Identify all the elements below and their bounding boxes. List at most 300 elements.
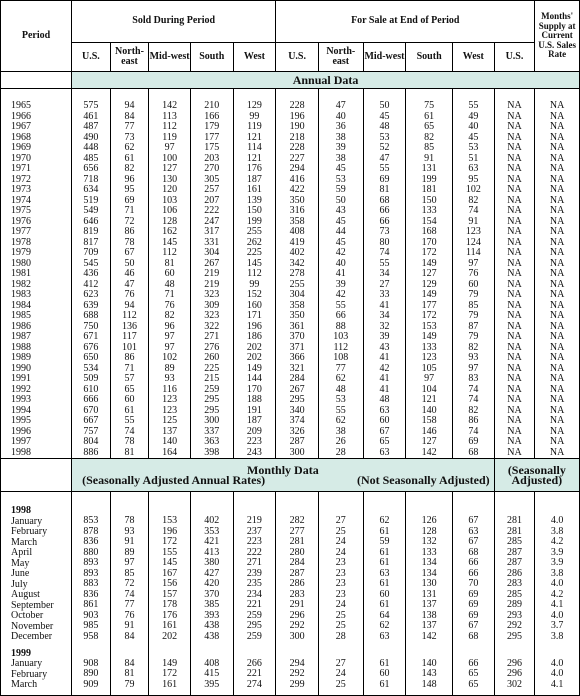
na-cell: NA (549, 236, 565, 248)
table-cell: 123 (162, 404, 178, 416)
table-cell: 158 (421, 415, 437, 426)
table-cell: 448 (83, 142, 99, 153)
table-cell: 88 (335, 320, 346, 332)
table-cell: 75 (424, 100, 435, 111)
table-cell: 46 (124, 268, 135, 279)
table-cell: 281 (506, 515, 522, 526)
table-cell: 42 (379, 362, 390, 374)
table-cell: 61 (379, 578, 390, 589)
table-cell: 215 (204, 373, 220, 384)
na-cell: NA (507, 341, 522, 353)
table-cell: 67 (379, 425, 390, 437)
table-cell: 123 (421, 352, 437, 363)
table-cell: 89 (164, 362, 175, 374)
table-cell: 436 (83, 268, 99, 279)
na-cell: NA (507, 320, 522, 332)
table-cell: 108 (333, 352, 349, 363)
table-cell: 485 (83, 152, 99, 164)
table-cell: 79 (124, 678, 135, 690)
table-cell: 292 (506, 620, 522, 631)
na-cell: NA (549, 383, 565, 395)
table-cell: 295 (506, 630, 522, 642)
table-cell: 287 (506, 557, 522, 568)
table-cell: 69 (124, 194, 135, 206)
table-cell: 305 (204, 173, 220, 185)
table-cell: 106 (162, 205, 178, 216)
table-cell: 66 (468, 567, 479, 579)
table-cell: 97 (164, 142, 175, 153)
table-cell: October (11, 610, 44, 621)
table-cell: 3.9 (550, 557, 564, 568)
table-cell: 59 (379, 536, 390, 547)
table-cell: 74 (468, 383, 479, 395)
table-cell: 79 (468, 331, 479, 342)
table-cell: 490 (83, 131, 99, 143)
na-cell: NA (507, 394, 522, 405)
table-cell: 257 (204, 184, 220, 195)
table-cell: 277 (289, 525, 305, 537)
table-cell: 23 (335, 588, 346, 600)
table-cell: March (11, 679, 38, 690)
table-cell: 60 (124, 394, 135, 405)
table-cell: 41 (379, 352, 390, 363)
na-cell: NA (507, 268, 522, 279)
table-cell: 131 (421, 588, 437, 600)
table-cell: 836 (83, 536, 99, 547)
na-cell: NA (549, 131, 565, 143)
annual-na-ms (535, 89, 580, 459)
table-cell: 804 (83, 436, 99, 447)
table-cell: 285 (506, 588, 522, 600)
na-cell: NA (507, 289, 522, 300)
table-cell: 188 (246, 394, 262, 405)
table-cell: 83 (468, 373, 479, 384)
table-cell: 461 (83, 110, 99, 122)
months-supply-header: Months' Supply at Current U.S. Sales Rate (535, 1, 580, 72)
table-cell: 292 (289, 620, 305, 631)
table-cell: 322 (204, 320, 220, 332)
table-cell: 259 (246, 609, 262, 621)
table-cell: 27 (335, 515, 346, 526)
table-cell: 71 (124, 205, 135, 216)
table-cell: 120 (162, 184, 178, 195)
na-cell: NA (507, 215, 522, 227)
table-cell: August (11, 589, 40, 600)
col-ms-us: U.S. (494, 43, 535, 72)
na-cell: NA (507, 142, 522, 153)
table-cell: 143 (421, 668, 437, 679)
table-cell: 291 (289, 599, 305, 610)
table-cell: 97 (164, 341, 175, 353)
table-cell: 73 (379, 226, 390, 237)
table-cell: 62 (379, 620, 390, 631)
year-1999: 1999 (11, 647, 31, 659)
table-cell: 41 (379, 383, 390, 395)
table-cell: 280 (289, 546, 305, 558)
table-cell: 366 (289, 352, 305, 363)
table-cell: 63 (379, 404, 390, 416)
m1-ms (535, 492, 580, 643)
table-cell: 402 (204, 515, 220, 526)
table-cell: 358 (289, 215, 305, 227)
table-cell: 202 (162, 630, 178, 642)
na-cell: NA (549, 446, 565, 458)
table-cell: 61 (379, 525, 390, 537)
m1-fs-w (453, 492, 495, 643)
table-cell: 302 (506, 678, 522, 690)
table-cell: 61 (379, 557, 390, 568)
table-cell: 145 (162, 236, 178, 248)
table-cell: 358 (289, 299, 305, 311)
table-cell: 890 (83, 668, 99, 679)
table-cell: 27 (379, 278, 390, 290)
table-cell: 62 (335, 415, 346, 426)
table-cell: 1984 (11, 299, 31, 311)
table-cell: 28 (335, 446, 346, 458)
table-cell: 3.7 (550, 620, 564, 631)
table-cell: 266 (246, 657, 262, 669)
m2-fs-w (453, 643, 495, 696)
col-fs-w: West (453, 43, 495, 72)
na-cell: NA (507, 352, 522, 363)
table-cell: 295 (204, 394, 220, 405)
na-cell: NA (549, 205, 565, 216)
table-cell: 146 (421, 425, 437, 437)
table-cell: 222 (246, 546, 262, 558)
table-cell: 99 (249, 278, 260, 290)
na-cell: NA (549, 142, 565, 153)
table-cell: 81 (379, 184, 390, 195)
table-cell: 82 (424, 131, 435, 143)
col-fs-us: U.S. (276, 43, 319, 72)
annual-fs-s (406, 89, 453, 459)
table-cell: 836 (83, 588, 99, 600)
year-1998: 1998 (11, 505, 31, 516)
table-cell: 179 (204, 121, 220, 132)
na-cell: NA (549, 100, 565, 111)
table-cell: 172 (421, 247, 437, 258)
na-cell: NA (507, 331, 522, 342)
table-cell: 149 (421, 289, 437, 300)
table-cell: 41 (379, 299, 390, 311)
annual-years (1, 89, 72, 459)
table-cell: 137 (162, 425, 178, 437)
table-cell: 55 (379, 163, 390, 174)
table-cell: 281 (506, 525, 522, 537)
table-cell: 47 (124, 278, 135, 290)
table-cell: 129 (421, 278, 437, 290)
na-cell: NA (507, 184, 522, 195)
table-cell: 121 (246, 131, 262, 143)
table-cell: 148 (421, 678, 437, 690)
table-cell: 398 (204, 446, 220, 458)
m1-fs-us (276, 492, 319, 643)
table-cell: 121 (421, 394, 437, 405)
table-cell: 3.8 (550, 567, 564, 579)
table-cell: 1990 (11, 362, 31, 374)
na-cell: NA (549, 415, 565, 426)
table-cell: 156 (162, 578, 178, 589)
table-cell: 63 (379, 446, 390, 458)
na-cell: NA (549, 278, 565, 290)
table-cell: 634 (83, 184, 99, 195)
na-cell: NA (549, 394, 565, 405)
table-cell: 667 (83, 415, 99, 426)
table-cell: 172 (162, 668, 178, 679)
table-cell: 38 (335, 152, 346, 164)
table-cell: January (11, 658, 43, 669)
m2-fs-ne (318, 643, 363, 696)
col-fs-s: South (406, 43, 453, 72)
table-cell: 25 (335, 678, 346, 690)
table-cell: 60 (379, 668, 390, 679)
table-cell: 34 (379, 310, 390, 321)
table-cell: 4.0 (550, 609, 564, 621)
table-cell: 370 (289, 331, 305, 342)
table-cell: 237 (246, 525, 262, 537)
table-cell: 196 (246, 320, 262, 332)
m1-sold-mw (149, 492, 191, 643)
table-cell: 38 (335, 131, 346, 143)
table-cell: 4.0 (550, 668, 564, 679)
table-cell: 112 (333, 341, 349, 353)
table-cell: 93 (164, 373, 175, 384)
table-cell: 74 (124, 588, 135, 600)
table-cell: February (11, 668, 48, 680)
table-cell: 129 (246, 100, 262, 111)
table-cell: 114 (466, 247, 481, 258)
table-cell: 227 (289, 152, 305, 164)
table-cell: 1983 (11, 289, 31, 300)
table-cell: 76 (124, 289, 135, 300)
table-cell: 132 (421, 536, 437, 547)
na-cell: NA (549, 257, 565, 269)
table-cell: 350 (289, 194, 305, 206)
table-cell: April (11, 547, 33, 558)
table-cell: 23 (335, 578, 346, 589)
table-cell: 750 (83, 320, 99, 332)
na-cell: NA (549, 121, 565, 132)
table-cell: 295 (289, 394, 305, 405)
table-cell: 861 (83, 599, 99, 610)
table-cell: 1996 (11, 425, 31, 437)
table-cell: 222 (204, 205, 220, 216)
table-cell: 1973 (11, 184, 31, 195)
table-cell: 709 (83, 247, 99, 258)
table-cell: 131 (421, 163, 437, 174)
table-cell: 55 (379, 257, 390, 269)
table-cell: 68 (468, 546, 479, 558)
table-cell: 102 (162, 352, 178, 363)
table-cell: 94 (124, 100, 135, 111)
table-cell: 78 (124, 236, 135, 248)
m2-us (494, 643, 535, 696)
table-cell: 1993 (11, 394, 31, 405)
table-cell: 286 (506, 567, 522, 579)
table-cell: 385 (204, 599, 220, 610)
table-cell: 76 (124, 609, 135, 621)
table-cell: 24 (335, 668, 346, 679)
table-cell: 59 (335, 184, 346, 195)
table-cell: 295 (246, 620, 262, 631)
table-cell: 427 (204, 567, 220, 579)
table-cell: 340 (289, 404, 305, 416)
table-cell: 1977 (11, 226, 31, 237)
table-cell: 262 (246, 236, 262, 248)
table-cell: 1972 (11, 173, 31, 185)
table-cell: 270 (204, 163, 220, 174)
table-cell: 243 (246, 446, 262, 458)
m2-sold-us (72, 643, 111, 696)
table-cell: November (11, 620, 54, 632)
table-cell: 317 (204, 226, 220, 237)
table-cell: 361 (289, 320, 305, 332)
table-cell: 55 (468, 100, 479, 111)
table-cell: 25 (335, 620, 346, 631)
table-cell: 86 (468, 415, 479, 426)
table-cell: 219 (204, 268, 220, 279)
na-cell: NA (507, 163, 522, 174)
table-cell: 61 (124, 404, 135, 416)
table-cell: 985 (83, 620, 99, 631)
table-cell: 3.9 (550, 546, 564, 558)
m2-fs-us (276, 643, 319, 696)
table-cell: 67 (468, 536, 479, 547)
table-cell: 89 (124, 546, 135, 558)
table-cell: 187 (246, 173, 262, 185)
table-cell: 1987 (11, 331, 31, 342)
table-cell: 39 (335, 278, 346, 290)
table-cell: 1986 (11, 320, 31, 332)
table-cell: 304 (289, 289, 305, 300)
table-cell: 43 (379, 341, 390, 353)
table-cell: 883 (83, 578, 99, 589)
table-cell: 66 (379, 205, 390, 216)
table-cell: 45 (335, 215, 346, 227)
table-cell: 91 (124, 620, 135, 631)
table-cell: 278 (289, 268, 305, 279)
na-cell: NA (549, 173, 565, 185)
table-cell: 255 (246, 226, 262, 237)
table-cell: 39 (335, 142, 346, 153)
table-cell: 61 (379, 657, 390, 669)
table-cell: 61 (124, 152, 135, 164)
na-cell: NA (507, 278, 522, 290)
table-cell: 60 (164, 268, 175, 279)
table-cell: 71 (164, 289, 175, 300)
table-cell: 295 (204, 404, 220, 416)
table-cell: 670 (83, 404, 99, 416)
table-cell: 63 (468, 163, 479, 174)
table-cell: 267 (289, 383, 305, 395)
table-cell: 66 (335, 310, 346, 321)
table-cell: 239 (246, 567, 262, 579)
table-cell: 128 (162, 215, 178, 227)
table-cell: 86 (124, 352, 135, 363)
table-cell: 137 (421, 620, 437, 631)
table-cell: 99 (249, 110, 260, 122)
table-cell: 112 (162, 247, 177, 258)
table-cell: 139 (246, 194, 262, 206)
table-cell: 958 (83, 630, 99, 642)
table-cell: 69 (468, 599, 479, 610)
na-cell: NA (549, 320, 565, 332)
table-cell: 342 (289, 257, 305, 269)
table-cell: 91 (124, 536, 135, 547)
na-cell: NA (507, 446, 522, 458)
table-cell: 61 (379, 599, 390, 610)
table-cell: 299 (289, 678, 305, 690)
table-cell: 323 (204, 310, 220, 321)
table-cell: 225 (204, 362, 220, 374)
table-cell: 101 (121, 341, 137, 353)
table-cell: 650 (83, 352, 99, 363)
table-cell: 140 (421, 404, 437, 416)
table-cell: 190 (289, 121, 305, 132)
na-cell: NA (507, 194, 522, 206)
table-cell: 142 (421, 630, 437, 642)
table-cell: 283 (289, 588, 305, 600)
col-fs-mw: Mid-west (363, 43, 406, 72)
table-cell: 287 (289, 567, 305, 579)
table-cell: 32 (379, 320, 390, 332)
table-cell: 412 (83, 278, 99, 290)
table-cell: 40 (468, 121, 479, 132)
na-cell: NA (507, 436, 522, 447)
table-cell: 150 (421, 194, 437, 206)
table-cell: 85 (424, 142, 435, 153)
table-cell: 77 (335, 362, 346, 374)
table-cell: 53 (335, 173, 346, 185)
table-cell: 65 (468, 668, 479, 679)
table-cell: 202 (246, 341, 262, 353)
table-cell: 66 (468, 557, 479, 568)
table-cell: 161 (162, 678, 178, 690)
table-cell: 126 (421, 515, 437, 526)
table-cell: June (11, 568, 30, 579)
table-cell: 274 (246, 678, 262, 690)
na-cell: NA (507, 110, 522, 122)
table-cell: 209 (246, 425, 262, 437)
table-cell: 225 (246, 247, 262, 258)
table-cell: 534 (83, 362, 99, 374)
table-cell: 210 (204, 100, 220, 111)
table-cell: 160 (246, 299, 262, 311)
table-cell: 575 (83, 100, 99, 111)
table-cell: 50 (124, 257, 135, 269)
table-cell: 25 (335, 609, 346, 621)
m1-fs-ne (318, 492, 363, 643)
table-cell: 819 (83, 226, 99, 237)
na-cell: NA (549, 299, 565, 311)
table-cell: 420 (204, 578, 220, 589)
table-cell: 42 (335, 247, 346, 258)
table-cell: 95 (124, 184, 135, 195)
table-cell: 281 (289, 536, 305, 547)
annual-sold-us (72, 89, 111, 459)
table-cell: 203 (204, 152, 220, 164)
table-cell: 247 (204, 215, 220, 227)
table-cell: 1971 (11, 163, 31, 174)
table-cell: 260 (204, 352, 220, 363)
table-cell: 287 (506, 546, 522, 558)
table-cell: 127 (421, 436, 437, 447)
table-cell: 175 (204, 142, 220, 153)
table-cell: 127 (162, 163, 178, 174)
table-cell: 415 (204, 668, 220, 679)
table-cell: 271 (204, 331, 220, 342)
na-cell: NA (549, 268, 565, 279)
